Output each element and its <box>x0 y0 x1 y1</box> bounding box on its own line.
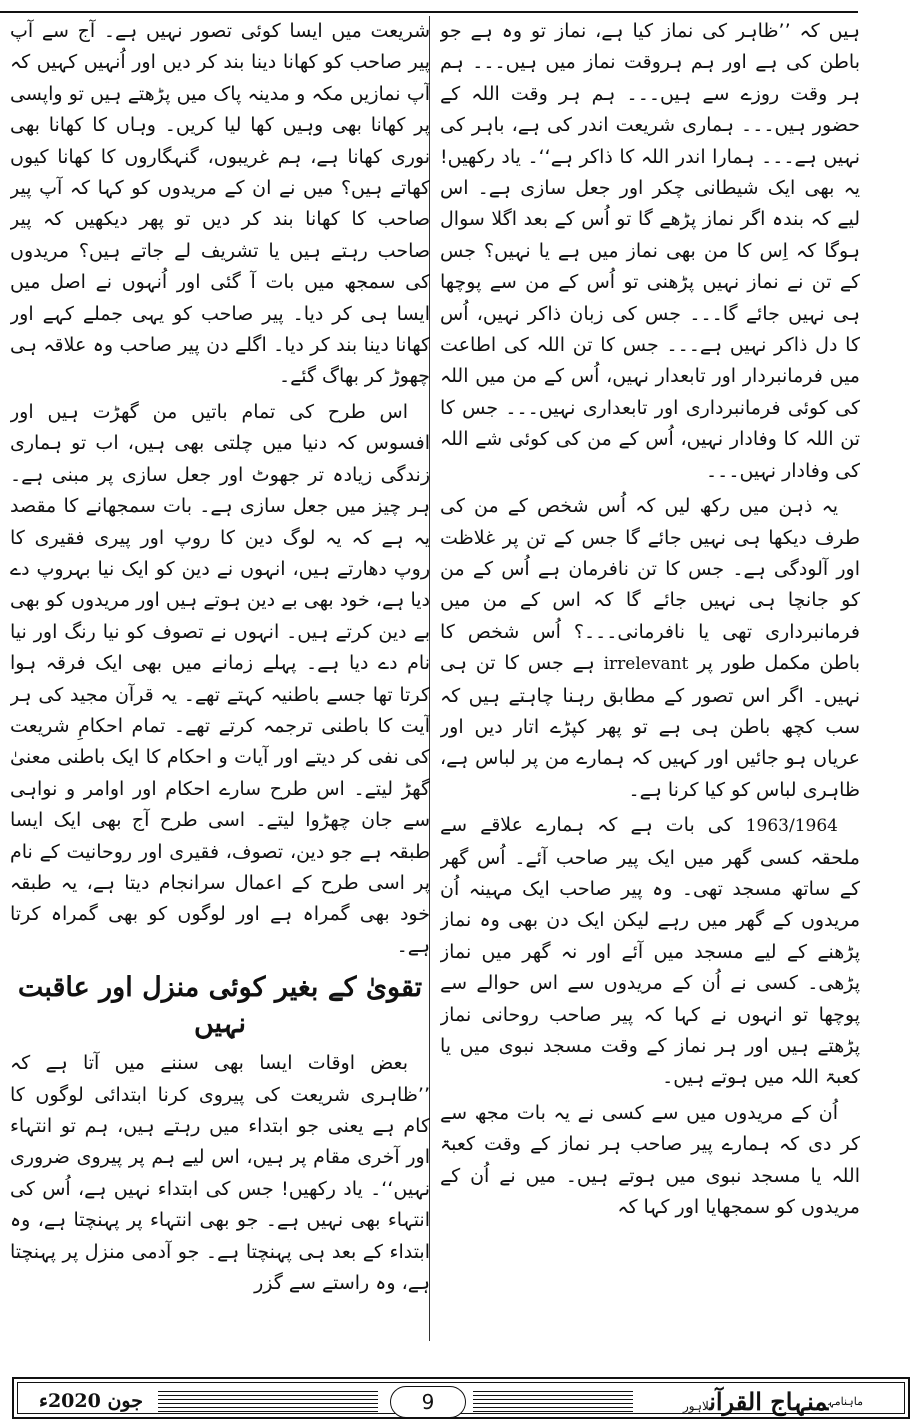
decorative-stripes <box>473 1391 633 1413</box>
paragraph-text: ہے جس کا تن ہی نہیں۔ اگر اس تصور کے مطابق رہنا چاہتے ہیں کہ سب کچھ باطن ہی ہے تو پھر کپڑے اتار دیں اور عریاں ہو جائیں اور کہیں کہ ہمارے من پر لباس ہے، ظاہری لباس کو کیا کرنا ہے۔ <box>440 652 860 801</box>
english-term: irrelevant <box>603 654 689 675</box>
top-rule <box>0 11 858 13</box>
paragraph: ہیں کہ ’’ظاہر کی نماز کیا ہے، نماز تو وہ ہے جو باطن کی ہے اور ہم ہروقت نماز میں ہیں۔۔۔ ہم ہر وقت روزے سے ہیں۔۔۔ ہم ہر وقت اللہ کے حضور ہیں۔۔۔ ہماری شریعت اندر کی ہے، باہر کی نہیں ہے۔۔۔ ہمارا اندر اللہ کا ذاکر ہے‘‘۔ یاد رکھیں! یہ بھی ایک شیطانی چکر اور جعل سازی ہے۔ اس لیے کہ بندہ اگر نماز پڑھے گا تو اُس کے بعد اگلا سوال ہوگا کہ اِس کا من بھی نماز میں ہے یا نہیں؟ جس کے تن نے نماز نہیں پڑھنی تو اُس کے من سے پوچھا ہی نہیں جائے گا۔۔۔ جس کی زبان ذاکر نہیں، اُس کا دل ذاکر نہیں ہے۔۔۔ جس کا تن اللہ کی اطاعت میں فرمانبردار اور تابعدار نہیں، اُس کے من میں اللہ کی کوئی فرمانبرداری اور تابعداری نہیں۔۔۔ جس کا تن اللہ کا وفادار نہیں، اُس کے من کی کوئی شے اللہ کی وفادار نہیں۔۔۔ <box>440 20 860 482</box>
footer-frame <box>17 1382 905 1414</box>
paragraph: شریعت میں ایسا کوئی تصور نہیں ہے۔ آج سے آپ پیر صاحب کو کھانا دینا بند کر دیں اور اُنہیں کہیں کہ آپ نمازیں مکہ و مدینہ پاک میں پڑھتے ہیں تو واپسی پر کھانا بھی وہیں کھا لیا کریں۔ وہاں کا کھانا بھی نوری کھانا ہے، ہم غریبوں، گنہگاروں کا کھانا کیوں کھاتے ہیں؟ میں نے ان کے مریدوں کو کہا کہ آپ پیر صاحب کا کھانا بند کر دیں تو پھر دیکھیں کہ پیر صاحب رہتے ہیں یا تشریف لے جاتے ہیں؟ مریدوں کی سمجھ میں بات آ گئی اور اُنہوں نے اصل میں ایسا ہی کر دیا۔ پیر صاحب کو یہی جملے کہے اور کھانا دینا بند کر دیا۔ اگلے دن پیر صاحب وہ علاقہ ہی چھوڑ کر بھاگ گئے۔ <box>10 20 430 388</box>
issue-date: جون 2020ء <box>39 1390 143 1412</box>
brand-name: منہاج القرآن <box>709 1387 829 1416</box>
decorative-stripes <box>158 1391 378 1413</box>
paragraph-text: کی بات ہے کہ ہمارے علاقے سے ملحقہ کسی گھر میں ایک پیر صاحب آئے۔ اُس گھر کے ساتھ مسجد تھی۔ وہ پیر صاحب ایک مہینہ اُن مریدوں کے گھر میں رہے لیکن ایک دن بھی وہ نماز پڑھنے کے لیے مسجد میں آئے اور نہ گھر میں نماز پڑھی۔ کسی نے اُن کے مریدوں سے اس حوالے سے پوچھا تو انہوں نے کہا کہ پیر صاحب روحانی نماز پڑھتے ہیں اور ہر نماز کے وقت مسجد نبوی میں یا کعبۃ اللہ میں ہوتے ہیں۔ <box>440 814 860 1089</box>
year-range: 1963/1964 <box>745 816 838 837</box>
brand-suffix: لاہور <box>683 1399 710 1413</box>
paragraph: اُن کے مریدوں میں سے کسی نے یہ بات مجھ سے کر دی کہ ہمارے پیر صاحب ہر نماز کے وقت کعبۃ اللہ یا مسجد نبوی میں ہوتے ہیں۔ میں نے اُن کے مریدوں کو سمجھایا اور کہا کہ <box>440 1101 860 1219</box>
section-heading: تقویٰ کے بغیر کوئی منزل اور عاقبت نہیں <box>17 972 423 1040</box>
magazine-brand <box>642 1383 904 1419</box>
paragraph <box>440 491 860 806</box>
paragraph-text: یہ ذہن میں رکھ لیں کہ اُس شخص کے من کی طرف دیکھا ہی نہیں جائے گا جس کے تن پر غلاظت اور آلودگی ہے۔ جس کا تن نافرمان ہے اُس کے من کو جانچا ہی نہیں جائے گا کہ اس کے من میں فرمانبرداری تھی یا نافرمانی۔۔۔؟ اُس شخص کا باطن مکمل طور پر <box>440 495 860 675</box>
paragraph: اس طرح کی تمام باتیں من گھڑت ہیں اور افسوس کہ دنیا میں چلتی بھی ہیں، اب تو ہماری زندگی زیادہ تر جھوٹ اور جعل سازی پر مبنی ہے۔ ہر چیز میں جعل سازی ہے۔ بات سمجھانے کا مقصد یہ ہے کہ یہ لوگ دین کا روپ اور پیری فقیری کا روپ دھارتے ہیں، انہوں نے دین کو ایک نیا بہروپ دے دیا ہے، خود بھی بے دین ہوتے ہیں اور مریدوں کو بھی بے دین کرتے ہیں۔ انہوں نے تصوف کو نیا رنگ اور نیا نام دے دیا ہے۔ پہلے زمانے میں بھی ایک فرقہ ہوا کرتا تھا جسے باطنیہ کہتے تھے۔ یہ قرآن مجید کی ہر آیت کا باطنی ترجمہ کرتے تھے۔ تمام احکامِ شریعت کی نفی کر دیتے اور آیات و احکام کا ایک باطنی معنیٰ گھڑ لیتے۔ اس طرح سارے احکام اور اوامر و نواہی سے جان چھڑوا لیتے۔ اسی طرح آج بھی ایک ایسا طبقہ ہے جو دین، تصوف، فقیری اور روحانیت کے نام پر اسی طرح کے اعمال سرانجام دیتا ہے، یہ طبقہ خود بھی گمراہ ہے اور لوگوں کو بھی گمراہ کرتا ہے۔ <box>10 400 430 957</box>
left-column <box>10 16 430 1346</box>
brand-prefix: ماہنامہ <box>828 1395 863 1408</box>
paragraph <box>440 810 860 1094</box>
page-footer <box>12 1377 910 1419</box>
right-column <box>440 16 860 1346</box>
page-number: 9 <box>390 1386 466 1418</box>
paragraph: بعض اوقات ایسا بھی سننے میں آتا ہے کہ ’’ظاہری شریعت کی پیروی کرنا ابتدائی لوگوں کا کام ہے یعنی جو ابتداء میں رہتے ہیں، ہم تو انتہاء اور آخری مقام پر ہیں، اس لیے ہم پر پیروی ضروری نہیں‘‘۔ یاد رکھیں! جس کی ابتداء نہیں ہے، اُس کی انتہاء بھی نہیں ہے۔ جو بھی انتہاء پر پہنچتا ہے، وہ ابتداء کے بعد ہی پہنچتا ہے۔ جو آدمی منزل پر پہنچتا ہے، وہ راستے سے گزر <box>10 1052 430 1295</box>
